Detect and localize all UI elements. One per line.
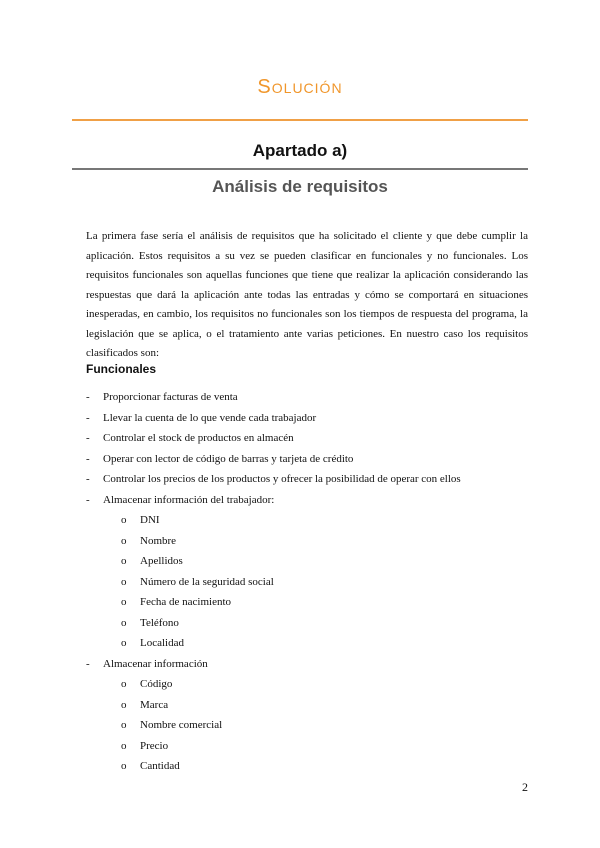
sub-list-item <box>86 515 528 536</box>
sub-list-item <box>86 720 528 741</box>
list-item-text: Proporcionar facturas de venta <box>103 391 238 403</box>
sub-list-item-text: Teléfono <box>140 616 179 629</box>
sub-list-item <box>86 577 528 598</box>
sub-list-item-text: Nombre comercial <box>140 719 223 731</box>
dash-bullet: - <box>86 411 90 424</box>
list-item-text: Controlar los precios de los productos y ofrecer la posibilidad de operar con ellos <box>103 473 461 485</box>
dash-bullet: - <box>86 432 90 444</box>
list-item-text: Operar con lector de código de barras y tarjeta de crédito <box>103 452 354 465</box>
list-item <box>86 495 528 516</box>
circle-bullet: o <box>121 534 127 547</box>
sub-list-item-text: Número de la seguridad social <box>140 575 274 588</box>
sub-list-item <box>86 556 528 577</box>
sub-list-item-text: Apellidos <box>140 555 183 567</box>
list-item <box>86 454 528 475</box>
sub-list-item-text: DNI <box>140 514 160 526</box>
sub-list-item-text: Nombre <box>140 534 177 547</box>
page-number: 2 <box>522 780 528 794</box>
dash-bullet: - <box>86 473 90 485</box>
list-item-text: Controlar el stock de productos en almacén <box>103 432 294 444</box>
list-item-text: Almacenar información <box>103 657 208 670</box>
page-title: Solución <box>257 76 343 98</box>
list-item <box>86 474 528 495</box>
sub-list-item <box>86 638 528 659</box>
sub-list-item <box>86 618 528 639</box>
circle-bullet: o <box>121 637 127 649</box>
circle-bullet: o <box>121 678 127 690</box>
sub-list-item-text: Fecha de nacimiento <box>140 596 232 608</box>
circle-bullet: o <box>121 760 127 772</box>
dash-bullet: - <box>86 452 90 465</box>
sub-list-item <box>86 597 528 618</box>
title-divider <box>72 119 528 121</box>
sub-list-item <box>86 700 528 721</box>
requirements-list <box>86 392 528 782</box>
sub-list-item-text: Precio <box>140 739 169 752</box>
sub-list-item-text: Marca <box>140 698 169 711</box>
funcionales-heading: Funcionales <box>86 362 157 376</box>
circle-bullet: o <box>121 616 127 629</box>
circle-bullet: o <box>121 596 127 608</box>
circle-bullet: o <box>121 555 127 567</box>
dash-bullet: - <box>86 391 90 403</box>
section-heading: Apartado a) <box>252 141 348 160</box>
sub-list-item <box>86 536 528 557</box>
intro-paragraph: La primera fase sería el análisis de requisitos que ha solicitado el cliente y que debe cumplir la aplicación. Estos requisitos a su vez se pueden clasificar en funcionales y no funcionales. Los requisitos funcionales son aquellas funciones que tiene que realizar la aplicación considerando las respuestas que dará la aplicación ante todas las entradas y cómo se comportará en situaciones inesperadas, en cambio, los requisitos no funcionales son los tiempos de respuesta del programa, la legislación que se aplica, o el tratamiento ante varias peticiones. En nuestro caso los requisitos clasificados son: <box>86 230 528 359</box>
circle-bullet: o <box>121 719 127 731</box>
sub-list-item <box>86 679 528 700</box>
sub-list-item <box>86 741 528 762</box>
list-item <box>86 433 528 454</box>
list-item <box>86 413 528 434</box>
circle-bullet: o <box>121 698 127 711</box>
list-item-text: Almacenar información del trabajador: <box>103 493 275 506</box>
list-item <box>86 659 528 680</box>
section-divider <box>72 168 528 170</box>
circle-bullet: o <box>121 575 127 588</box>
circle-bullet: o <box>121 739 127 752</box>
sub-list-item-text: Localidad <box>140 637 184 649</box>
dash-bullet: - <box>86 657 90 670</box>
list-item <box>86 392 528 413</box>
sub-list-item-text: Código <box>140 678 173 690</box>
section-subheading: Análisis de requisitos <box>212 177 388 196</box>
sub-list-item-text: Cantidad <box>140 760 180 772</box>
sub-list-item <box>86 761 528 782</box>
circle-bullet: o <box>121 514 127 526</box>
dash-bullet: - <box>86 493 90 506</box>
list-item-text: Llevar la cuenta de lo que vende cada trabajador <box>103 411 317 424</box>
